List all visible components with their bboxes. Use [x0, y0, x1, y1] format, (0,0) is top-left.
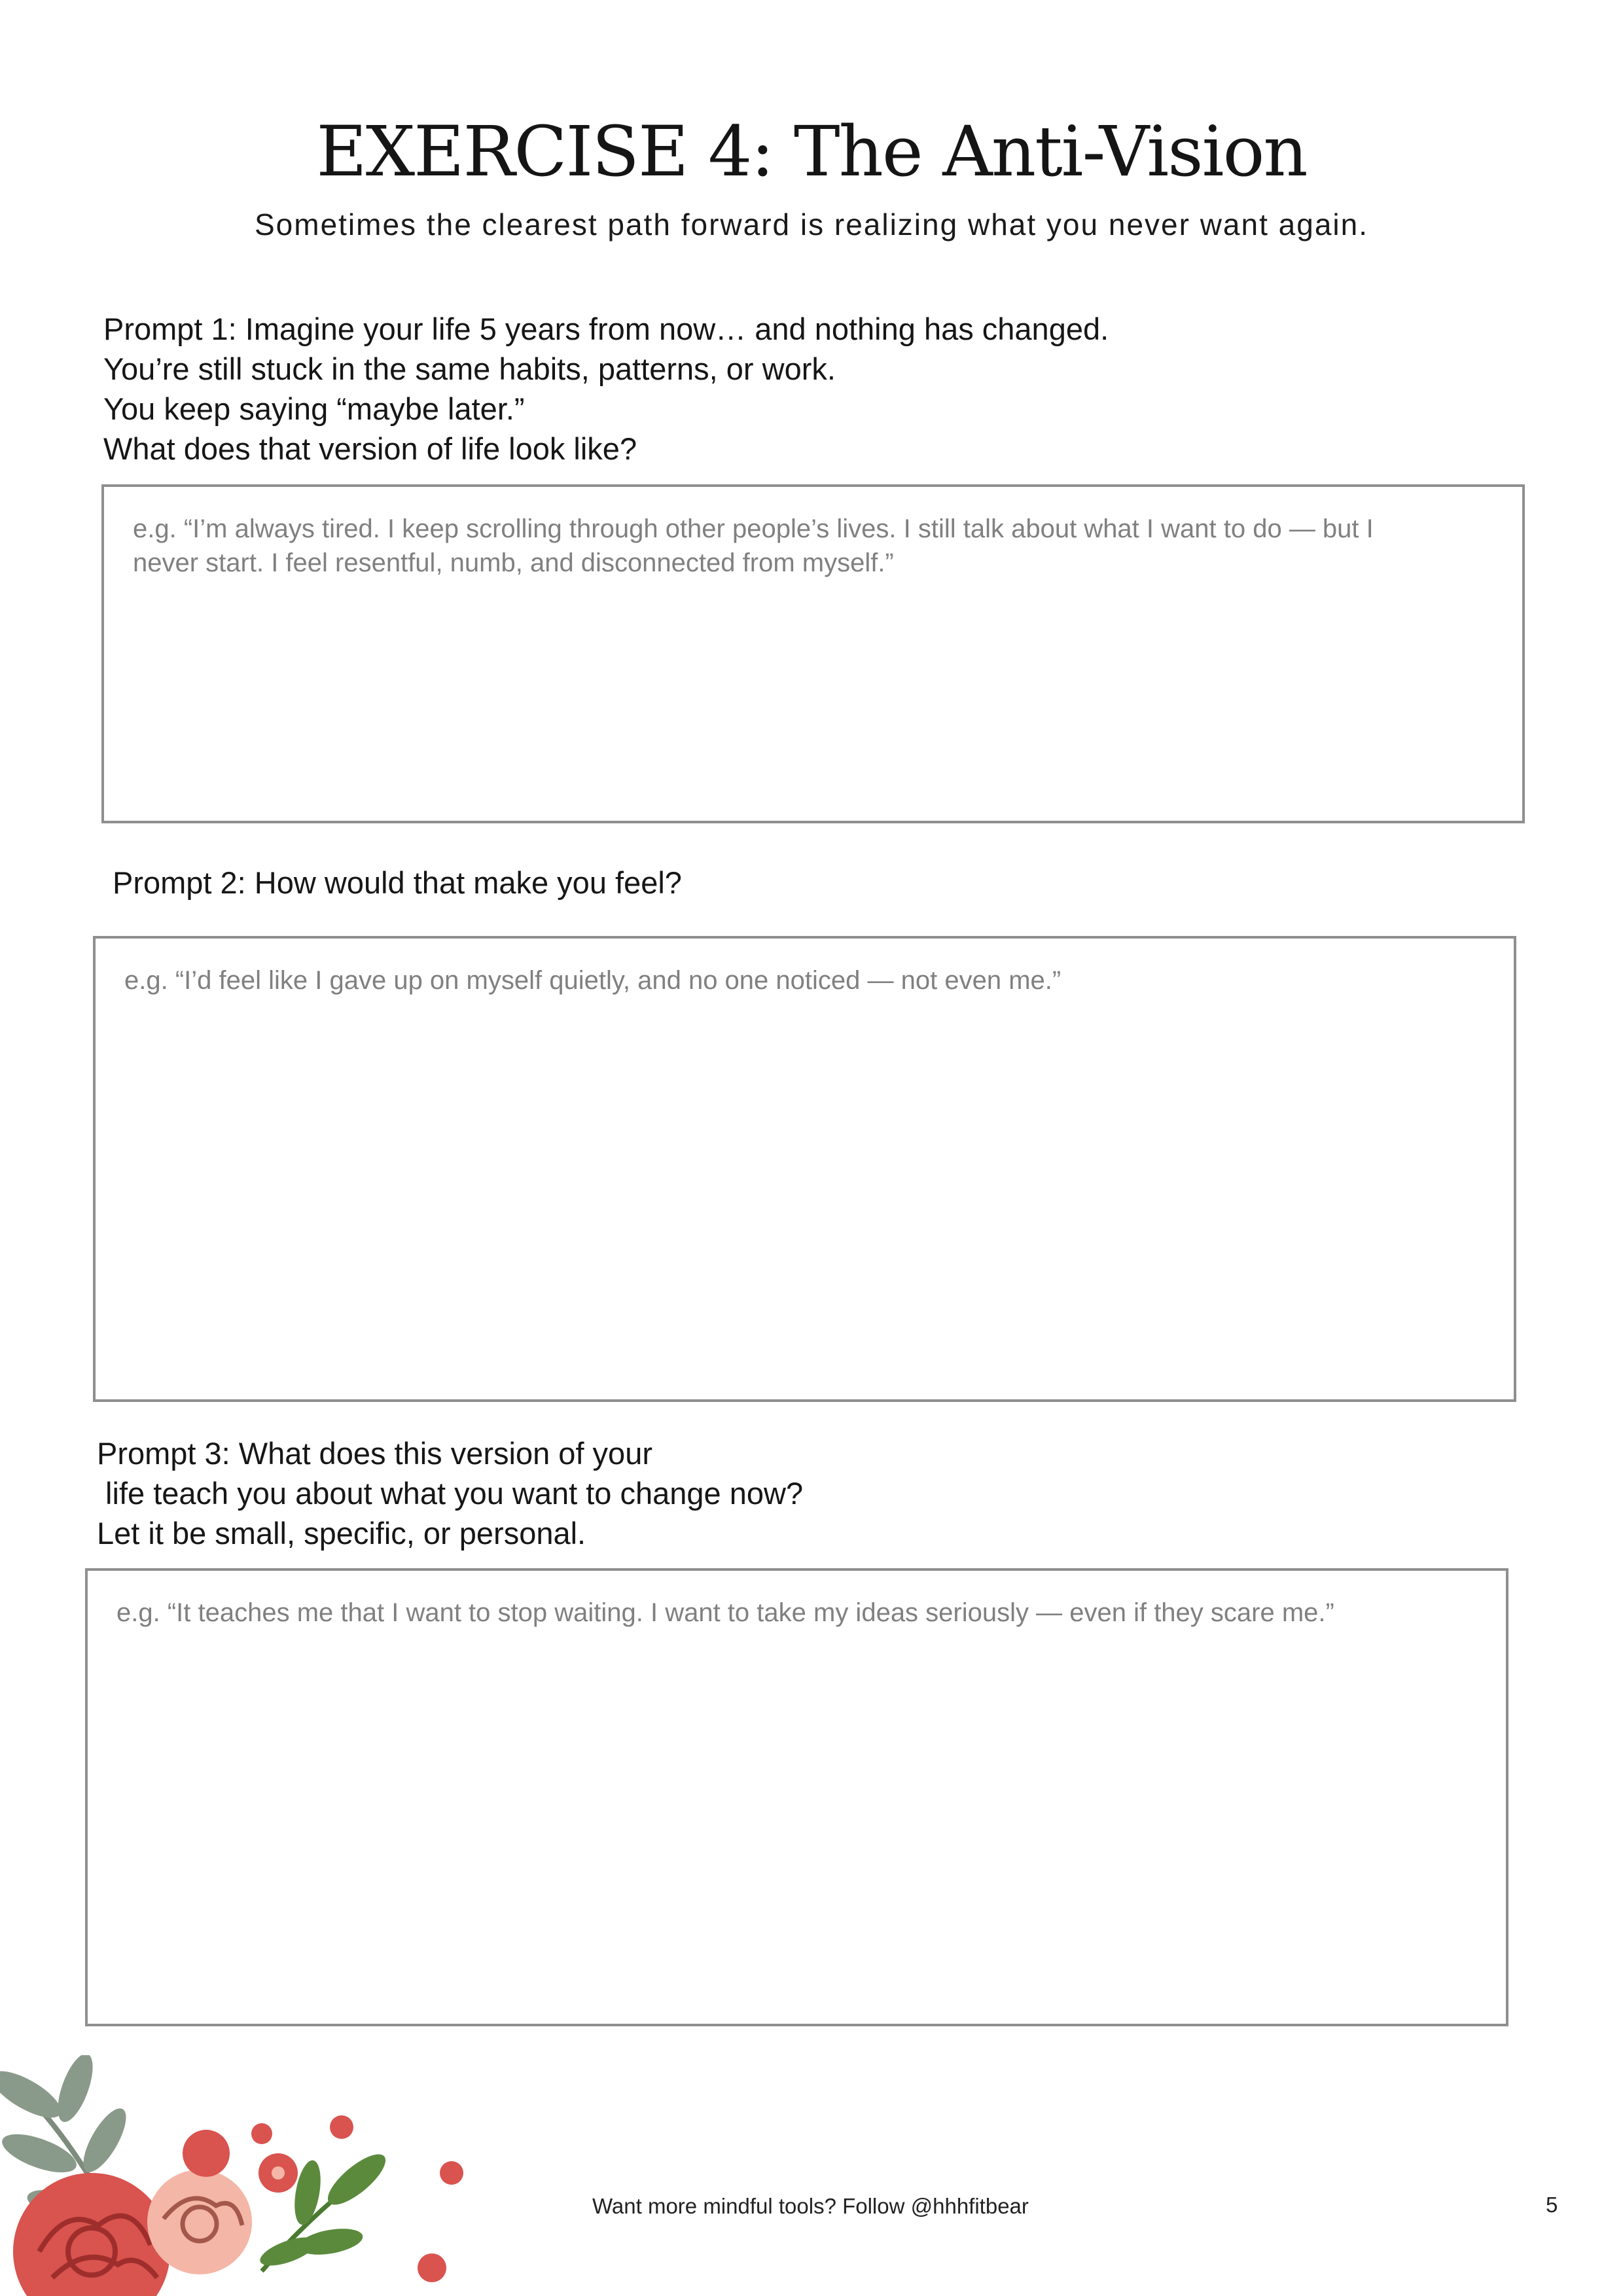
prompt-3-line-3: Let it be small, specific, or personal. [97, 1516, 586, 1551]
answer-box-3-example: e.g. “It teaches me that I want to stop waiting. I want to take my ideas seriously — even if they scare me.” [116, 1598, 1334, 1627]
prompt-2-line-1: Prompt 2: How would that make you feel? [113, 865, 682, 900]
pink-rose [147, 2170, 252, 2274]
answer-box-2[interactable] [93, 936, 1516, 1402]
prompt-2 [113, 863, 682, 903]
prompt-1-line-1: Prompt 1: Imagine your life 5 years from now… and nothing has changed. [103, 312, 1109, 346]
prompt-3 [97, 1433, 803, 1553]
page-number: 5 [1546, 2193, 1558, 2217]
answer-box-1[interactable] [101, 484, 1525, 823]
answer-box-1-example: e.g. “I’m always tired. I keep scrolling through other people’s lives. I still talk about what I want to do — but I never start. I feel resentful, numb, and disconnected from myself.” [133, 514, 1374, 577]
footer-follow-text: Want more mindful tools? Follow @hhhfitbear [592, 2194, 1029, 2218]
prompt-1 [103, 309, 1109, 469]
prompt-3-line-2: life teach you about what you want to change now? [97, 1476, 804, 1511]
prompt-1-line-4: What does that version of life look like? [103, 431, 637, 466]
prompt-1-line-3: You keep saying “maybe later.” [103, 391, 525, 426]
answer-box-2-example: e.g. “I’d feel like I gave up on myself quietly, and no one noticed — not even me.” [124, 966, 1061, 995]
answer-box-3[interactable] [85, 1568, 1508, 2026]
floral-decoration [0, 2055, 497, 2296]
prompt-1-line-2: You’re still stuck in the same habits, patterns, or work. [103, 351, 836, 386]
prompt-3-line-1: Prompt 3: What does this version of your [97, 1436, 652, 1471]
page-subtitle: Sometimes the clearest path forward is realizing what you never want again. [254, 207, 1368, 242]
page-title: EXERCISE 4: The Anti-Vision [316, 111, 1307, 192]
